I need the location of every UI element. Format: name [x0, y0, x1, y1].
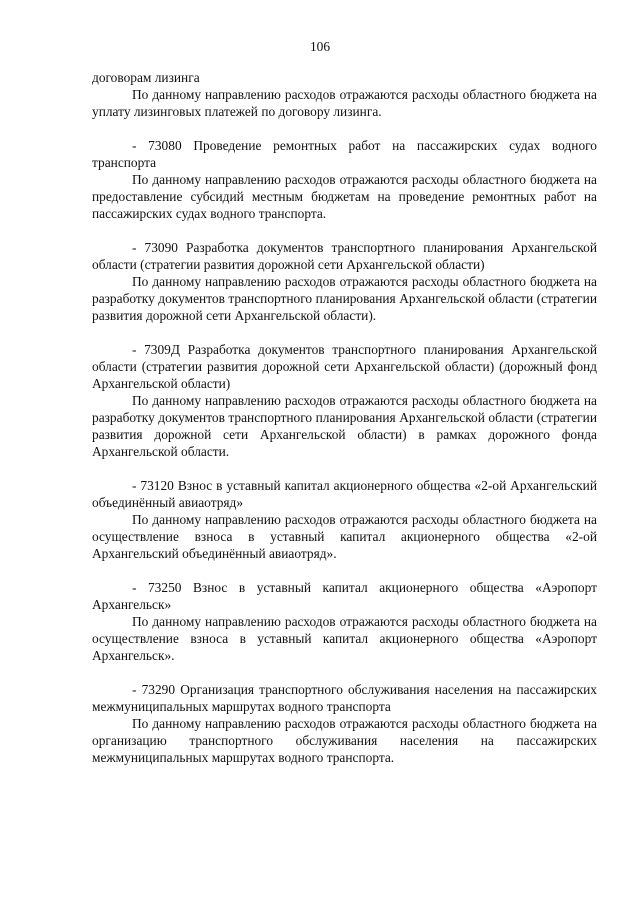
section-heading: - 7309Д Разработка документов транспортного планирования Архангельской области (стратегии развития дорожной сети Архангельской области) (дорожный фонд Архангельской области): [92, 342, 597, 391]
section-73250: [92, 579, 597, 664]
section-heading: - 73080 Проведение ремонтных работ на пассажирских судах водного транспорта: [92, 138, 597, 170]
document-body: [92, 69, 597, 783]
section-text: По данному направлению расходов отражаются расходы областного бюджета на осуществление взноса в уставный капитал акционерного общества «2-ой Архангельский объединённый авиаотряд».: [92, 512, 597, 561]
section-text: По данному направлению расходов отражаются расходы областного бюджета на осуществление взноса в уставный капитал акционерного общества «Аэропорт Архангельск».: [92, 614, 597, 663]
section-heading: - 73290 Организация транспортного обслуживания населения на пассажирских межмуниципальных маршрутах водного транспорта: [92, 682, 597, 714]
section-7309D: [92, 341, 597, 460]
section-text: По данному направлению расходов отражаются расходы областного бюджета на разработку документов транспортного планирования Архангельской области (стратегии развития дорожной сети Архангельской области) в рамках дорожного фонда Архангельской области.: [92, 393, 597, 459]
continued-line: договорам лизинга: [92, 70, 200, 85]
section-73120: [92, 477, 597, 562]
section-text: По данному направлению расходов отражаются расходы областного бюджета на разработку документов транспортного планирования Архангельской области (стратегии развития дорожной сети Архангельской области).: [92, 274, 597, 323]
section-73090: [92, 239, 597, 324]
page-number: 106: [309, 39, 331, 54]
section-text: По данному направлению расходов отражаются расходы областного бюджета на уплату лизинговых платежей по договору лизинга.: [92, 87, 597, 119]
section-text: По данному направлению расходов отражаются расходы областного бюджета на предоставление субсидий местным бюджетам на проведение ремонтных работ на пассажирских судах водного транспорта.: [92, 172, 597, 221]
section-heading: - 73120 Взнос в уставный капитал акционерного общества «2-ой Архангельский объединённый авиаотряд»: [92, 478, 597, 510]
section-text: По данному направлению расходов отражаются расходы областного бюджета на организацию транспортного обслуживания населения на пассажирских межмуниципальных маршрутах водного транспорта.: [92, 716, 597, 765]
section-heading: - 73250 Взнос в уставный капитал акционерного общества «Аэропорт Архангельск»: [92, 580, 597, 612]
section-heading: - 73090 Разработка документов транспортного планирования Архангельской области (стратегии развития дорожной сети Архангельской области): [92, 240, 597, 272]
section-73290: [92, 681, 597, 766]
section-continuation: [92, 69, 597, 120]
section-73080: [92, 137, 597, 222]
